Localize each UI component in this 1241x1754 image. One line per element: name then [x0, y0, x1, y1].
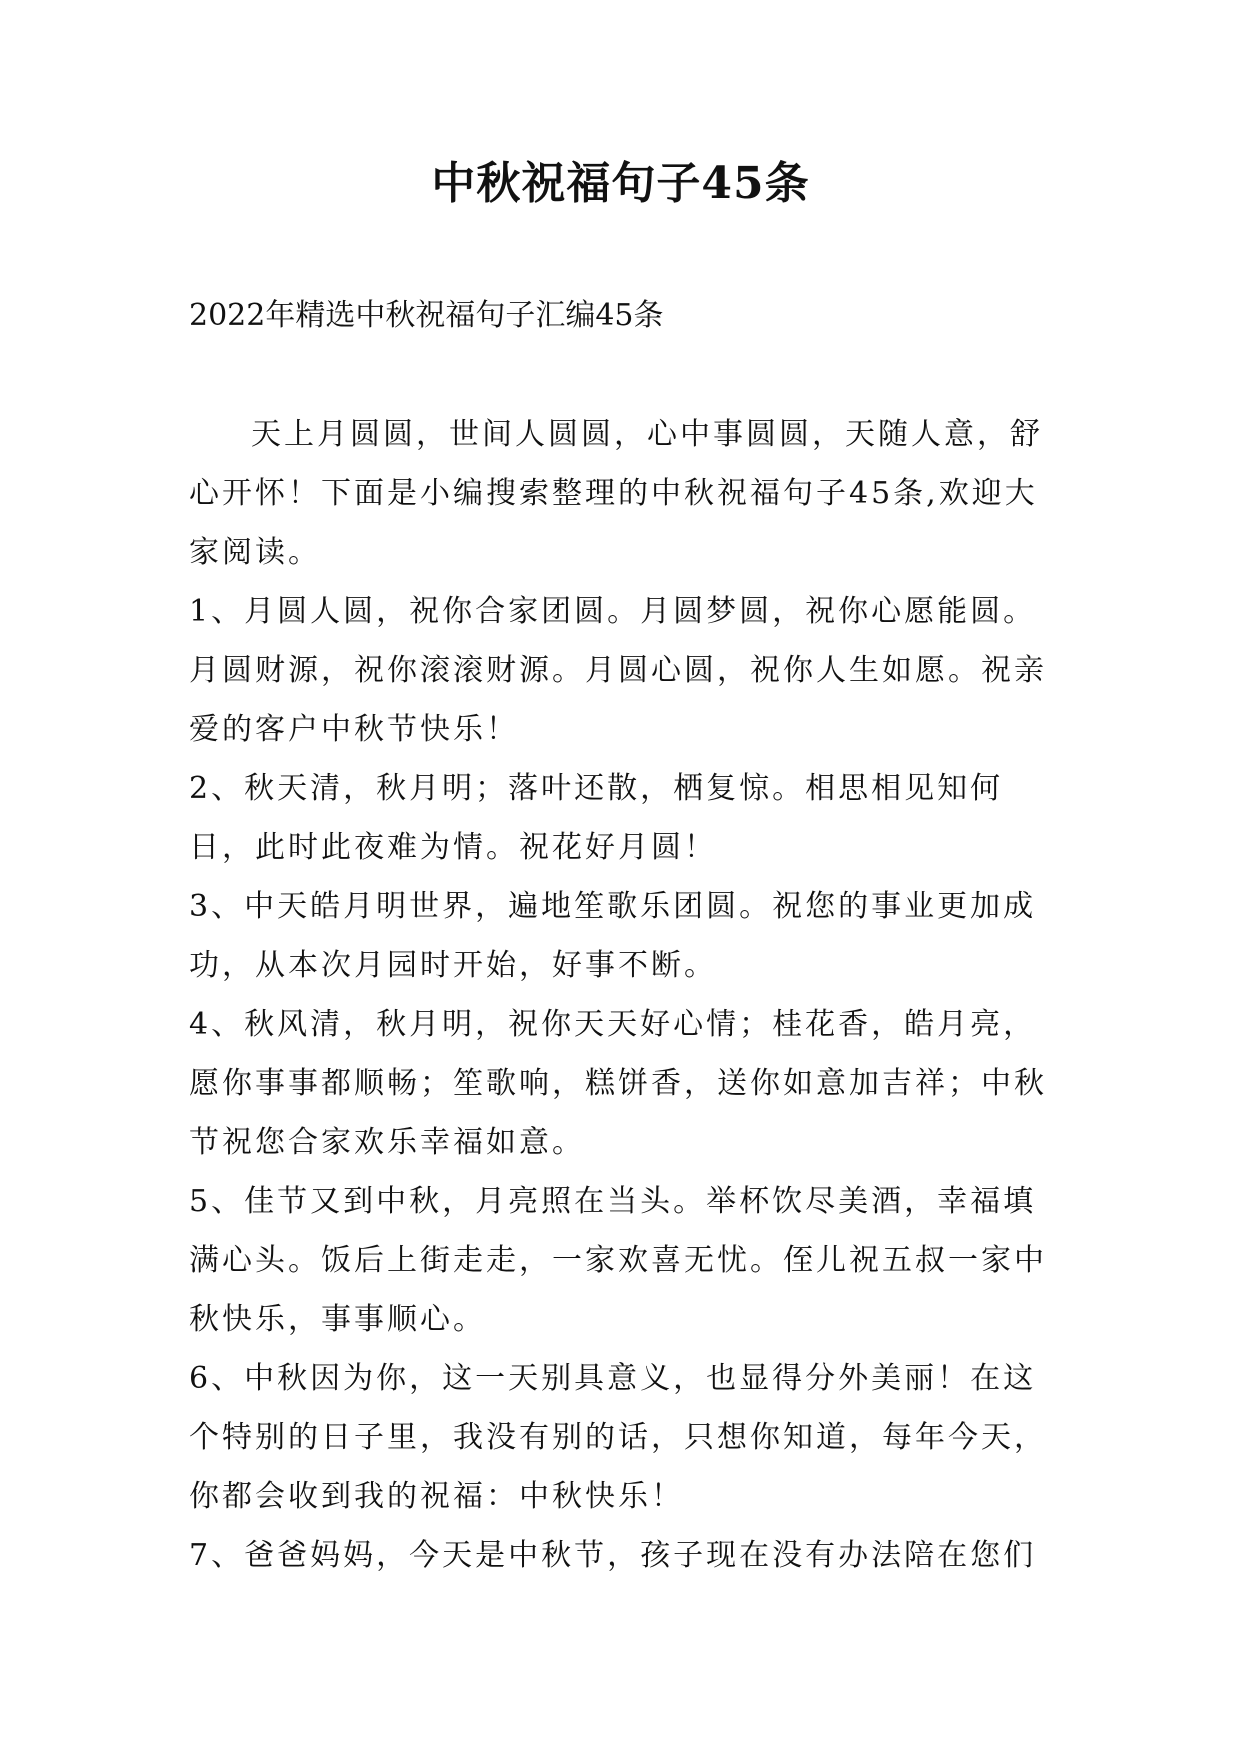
page-title: 中秋祝福句子45条	[431, 158, 810, 209]
list-item: 2、秋天清，秋月明；落叶还散，栖复惊。相思相见知何日，此时此夜难为情。祝花好月圆！	[189, 771, 1004, 865]
document-body	[189, 405, 1049, 1585]
list-item: 1、月圆人圆，祝你合家团圆。月圆梦圆，祝你心愿能圆。月圆财源，祝你滚滚财源。月圆心圆，祝你人生如愿。祝亲爱的客户中秋节快乐！	[189, 594, 1047, 747]
document-subtitle: 2022年精选中秋祝福句子汇编45条	[189, 298, 664, 333]
list-item: 5、佳节又到中秋，月亮照在当头。举杯饮尽美酒，幸福填满心头。饭后上街走走，一家欢喜无忧。侄儿祝五叔一家中秋快乐，事事顺心。	[189, 1184, 1047, 1337]
list-item: 7、爸爸妈妈，今天是中秋节，孩子现在没有办法陪在您们	[189, 1538, 1037, 1573]
list-item: 6、中秋因为你，这一天别具意义，也显得分外美丽！在这个特别的日子里，我没有别的话，只想你知道，每年今天，你都会收到我的祝福：中秋快乐！	[189, 1361, 1047, 1514]
list-item: 4、秋风清，秋月明，祝你天天好心情；桂花香，皓月亮，愿你事事都顺畅；笙歌响，糕饼香，送你如意加吉祥；中秋节祝您合家欢乐幸福如意。	[189, 1007, 1047, 1160]
intro-paragraph: 天上月圆圆，世间人圆圆，心中事圆圆，天随人意，舒心开怀！下面是小编搜索整理的中秋祝福句子45条,欢迎大家阅读。	[189, 417, 1043, 570]
list-item: 3、中天皓月明世界，遍地笙歌乐团圆。祝您的事业更加成功，从本次月园时开始，好事不断。	[189, 889, 1037, 983]
